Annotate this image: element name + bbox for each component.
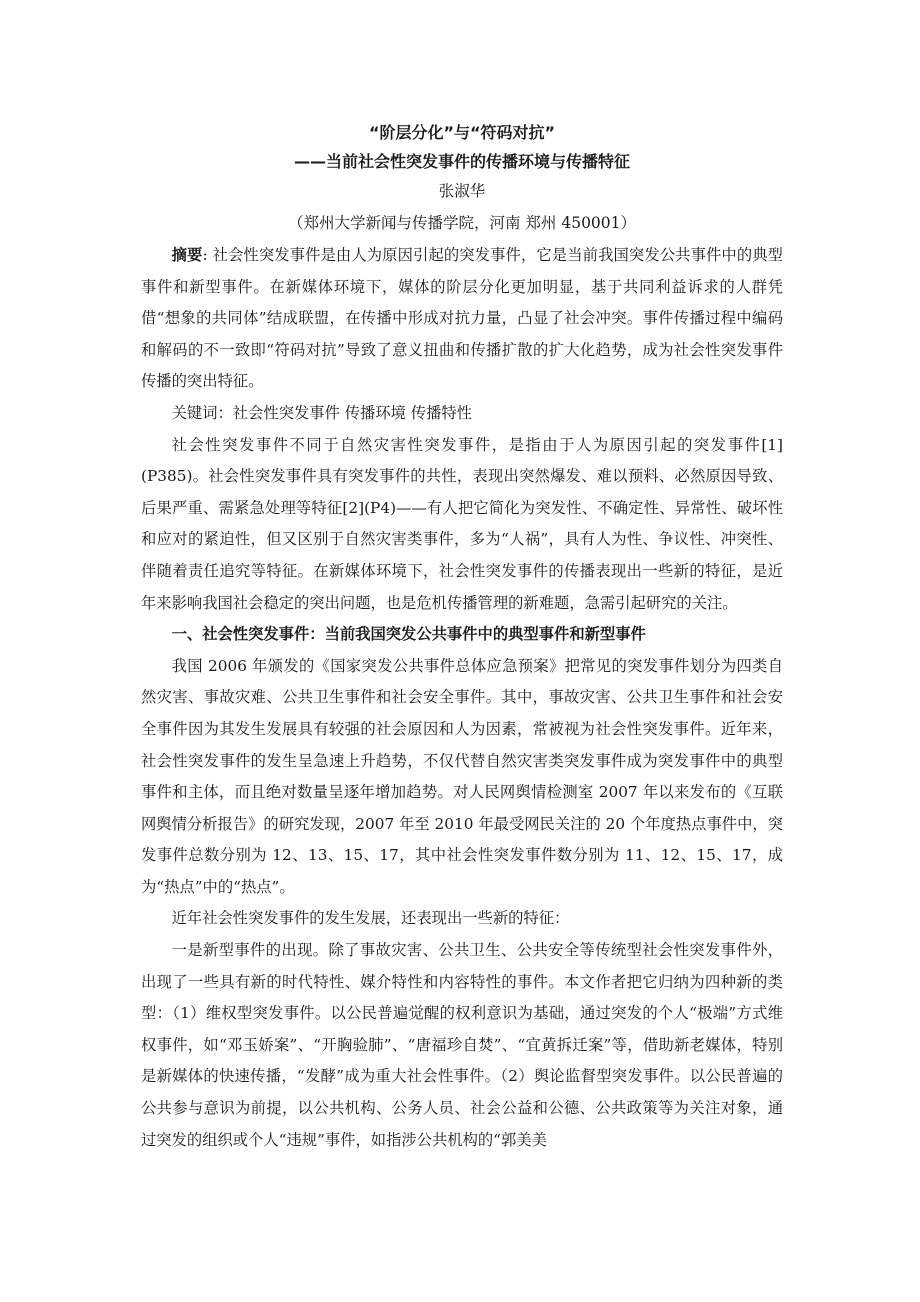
author-affiliation: （郑州大学新闻与传播学院，河南 郑州 450001） <box>287 214 637 232</box>
abstract-label: 摘要 <box>171 246 203 264</box>
paper-subtitle: ——当前社会性突发事件的传播环境与传播特征 <box>293 152 630 171</box>
author-name: 张淑华 <box>438 182 486 200</box>
body-paragraph-1: 社会性突发事件不同于自然灾害性突发事件，是指由于人为原因引起的突发事件[1](P385)。社会性突发事件具有突发事件的共性，表现出突然爆发、难以预料、必然原因导致、后果严重、需紧急处理等特征[2](P4)——有人把它简化为突发性、不确定性、异常性、破坏性和应对的紧迫性，但又区别于自然灾害类事件，多为“人祸”，具有人为性、争议性、冲突性、伴随着责任追究等特征。在新媒体环境下，社会性突发事件的传播表现出一些新的特征，是近年来影响我国社会稳定的突出问题，也是危机传播管理的新难题，急需引起研究的关注。 <box>141 435 783 612</box>
section-heading-1: 一、社会性突发事件：当前我国突发公共事件中的典型事件和新型事件 <box>171 625 646 644</box>
document-page <box>141 118 783 1156</box>
body-paragraph-2: 我国 2006 年颁发的《国家突发公共事件总体应急预案》把常见的突发事件划分为四类自然灾害、事故灾难、公共卫生事件和社会安全事件。其中，事故灾害、公共卫生事件和社会安全事件因为其发生发展具有较强的社会原因和人为因素，常被视为社会性突发事件。近年来，社会性突发事件的发生呈急速上升趋势，不仅代替自然灾害类突发事件成为突发事件中的典型事件和主体，而且绝对数量呈逐年增加趋势。对人民网舆情检测室 2007 年以来发布的《互联网舆情分析报告》的研究发现，2007 年至 2010 年最受网民关注的 20 个年度热点事件中，突发事件总数分别为 12、13、15、17，其中社会性突发事件数分别为 11、12、15、17，成为“热点”中的“热点”。 <box>141 656 783 896</box>
paper-title: “阶层分化”与“符码对抗” <box>368 123 556 142</box>
abstract-paragraph <box>141 240 783 398</box>
body-paragraph-3: 近年社会性突发事件的发生发展，还表现出一些新的特征： <box>171 909 570 928</box>
keywords-label: 关键词： <box>171 403 233 422</box>
abstract-text: : 社会性突发事件是由人为原因引起的突发事件，它是当前我国突发公共事件中的典型事件和新型事件。在新媒体环境下，媒体的阶层分化更加明显，基于共同利益诉求的人群凭借“想象的共同体”结成联盟，在传播中形成对抗力量，凸显了社会冲突。事件传播过程中编码和解码的不一致即“符码对抗”导致了意义扭曲和传播扩散的扩大化趋势，成为社会性突发事件传播的突出特征。 <box>141 246 783 391</box>
keywords-text: 社会性突发事件 传播环境 传播特性 <box>232 403 472 422</box>
body-paragraph-4: 一是新型事件的出现。除了事故灾害、公共卫生、公共安全等传统型社会性突发事件外，出现了一些具有新的时代特性、媒介特性和内容特性的事件。本文作者把它归纳为四种新的类型：（1）维权型突发事件。以公民普遍觉醒的权利意识为基础，通过突发的个人“极端”方式维权事件，如“邓玉娇案”、“开胸验肺”、“唐福珍自焚”、“宜黄拆迁案”等，借助新老媒体，特别是新媒体的快速传播，“发酵”成为重大社会性事件。（2）舆论监督型突发事件。以公民普遍的公共参与意识为前提，以公共机构、公务人员、社会公益和公德、公共政策等为关注对象，通过突发的组织或个人“违规”事件，如指涉公共机构的“郭美美 <box>141 941 783 1149</box>
keywords-line <box>141 398 783 430</box>
